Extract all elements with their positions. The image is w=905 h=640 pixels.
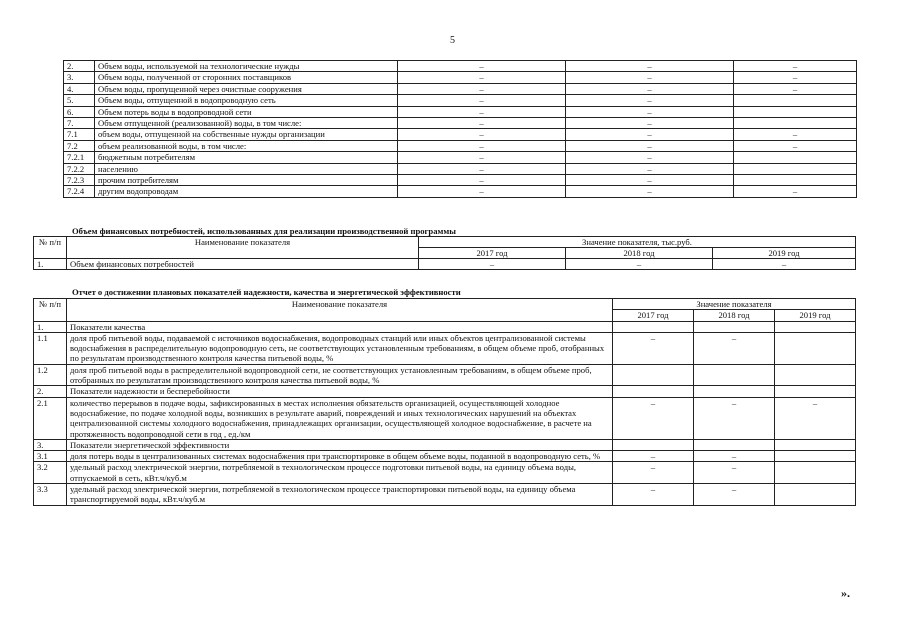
value-2018: – (566, 259, 713, 270)
column-header-year: 2018 год (566, 248, 713, 259)
value-2017: – (613, 397, 694, 439)
value-2019: – (734, 186, 857, 197)
value-2018: – (566, 106, 734, 117)
table-row (34, 397, 856, 439)
row-name: Объем отпущенной (реализованной) воды, в том числе: (95, 117, 398, 128)
value-2017: – (613, 332, 694, 364)
column-header-year: 2019 год (713, 248, 856, 259)
column-header-name: Наименование показателя (67, 237, 419, 259)
column-header-year: 2018 год (694, 310, 775, 321)
value-2019 (734, 174, 857, 185)
section-row (34, 439, 856, 450)
value-2017: – (398, 61, 566, 72)
value-2019 (734, 106, 857, 117)
row-number: 1.1 (34, 332, 67, 364)
water-volume-table (63, 60, 857, 198)
value-2017: – (398, 152, 566, 163)
section-title: Показатели энергетической эффективности (67, 439, 613, 450)
row-number: 7.1 (64, 129, 95, 140)
value-2019 (775, 451, 856, 462)
value-2019: – (734, 72, 857, 83)
value-2018: – (566, 163, 734, 174)
value-2019: – (734, 83, 857, 94)
table-row (64, 152, 857, 163)
value-2019: – (734, 140, 857, 151)
value-2019: – (775, 397, 856, 439)
empty-cell (694, 321, 775, 332)
row-number: 5. (64, 95, 95, 106)
row-name: Объем потерь воды в водопроводной сети (95, 106, 398, 117)
row-name: удельный расход электрической энергии, потребляемой в технологическом процессе подготовки питьевой воды, на единицу объема воды, отпускаемой в сеть, кВт.ч/куб.м (67, 462, 613, 484)
value-2019 (775, 462, 856, 484)
row-number: 7.2.2 (64, 163, 95, 174)
table-row (34, 451, 856, 462)
column-header-year: 2019 год (775, 310, 856, 321)
empty-cell (775, 439, 856, 450)
empty-cell (694, 386, 775, 397)
table-row (64, 129, 857, 140)
row-name: объем реализованной воды, в том числе: (95, 140, 398, 151)
table-row (34, 484, 856, 506)
financial-needs-table (33, 236, 856, 270)
value-2017: – (613, 484, 694, 506)
value-2017: – (398, 72, 566, 83)
section-title: Показатели качества (67, 321, 613, 332)
row-name: количество перерывов в подаче воды, зафиксированных в местах исполнения обязательств организацией, осуществляющей холодное водоснабжение, по подаче холодной воды, возникших в результате аварий, повреждений и иных технологических нарушений на объектах централизованной системы холодного водоснабжения, принадлежащих организации, осуществляющей холодное водоснабжение, в расчете на протяженность водопроводной сети в год , ед./км (67, 397, 613, 439)
row-name: доля проб питьевой воды в распределительной водопроводной сети, не соответствующих установленным требованиям, в общем объеме проб, отобранных по результатам производственного контроля качества питьевой воды, % (67, 364, 613, 386)
value-2018 (694, 364, 775, 386)
closing-quote-mark: ». (841, 586, 850, 600)
table-row (64, 140, 857, 151)
section-row (34, 321, 856, 332)
value-2017: – (398, 163, 566, 174)
row-number: 4. (64, 83, 95, 94)
value-2017: – (613, 462, 694, 484)
value-2017: – (398, 129, 566, 140)
row-number: 1. (34, 259, 67, 270)
column-header-number: № п/п (34, 299, 67, 322)
row-name: Объем воды, используемой на технологические нужды (95, 61, 398, 72)
row-name: бюджетным потребителям (95, 152, 398, 163)
table-row (64, 83, 857, 94)
row-number: 3. (64, 72, 95, 83)
empty-cell (775, 321, 856, 332)
column-header-name: Наименование показателя (67, 299, 613, 322)
value-2019 (775, 332, 856, 364)
empty-cell (694, 439, 775, 450)
empty-cell (613, 321, 694, 332)
value-2017: – (398, 83, 566, 94)
value-2018: – (566, 186, 734, 197)
value-2017: – (398, 106, 566, 117)
row-name: Объем воды, отпущенной в водопроводную сеть (95, 95, 398, 106)
table-row (34, 364, 856, 386)
row-name: Объем воды, пропущенной через очистные сооружения (95, 83, 398, 94)
table-row (34, 332, 856, 364)
row-name: доля проб питьевой воды, подаваемой с источников водоснабжения, водопроводных станций или иных объектов централизованной системы водоснабжения в распределительную водопроводную сеть, не соответствующих установленным требованиям, в общем объеме проб, отобранных по результатам производственного контроля качества питьевой воды, % (67, 332, 613, 364)
table-row (64, 106, 857, 117)
row-number: 2. (64, 61, 95, 72)
row-number: 3.1 (34, 451, 67, 462)
table-row (64, 117, 857, 128)
page-number: 5 (450, 35, 455, 46)
table-row (64, 95, 857, 106)
value-2019 (775, 364, 856, 386)
table-row (64, 72, 857, 83)
value-2017: – (398, 95, 566, 106)
row-number: 3.3 (34, 484, 67, 506)
value-2017: – (613, 451, 694, 462)
row-name: населению (95, 163, 398, 174)
column-header-value: Значение показателя, тыс.руб. (419, 237, 856, 248)
column-header-year: 2017 год (419, 248, 566, 259)
value-2018: – (694, 397, 775, 439)
value-2019 (734, 117, 857, 128)
table-row (64, 186, 857, 197)
column-header-number: № п/п (34, 237, 67, 259)
table-row (64, 174, 857, 185)
section-number: 3. (34, 439, 67, 450)
value-2019: – (734, 61, 857, 72)
table-row (64, 163, 857, 174)
row-number: 7.2 (64, 140, 95, 151)
value-2018: – (694, 332, 775, 364)
value-2018: – (566, 95, 734, 106)
financial-needs-caption: Объем финансовых потребностей, использованных для реализации производственной программы (72, 226, 456, 236)
column-header-value: Значение показателя (613, 299, 856, 310)
row-name: прочим потребителям (95, 174, 398, 185)
row-name: объем воды, отпущенной на собственные нужды организации (95, 129, 398, 140)
row-number: 2.1 (34, 397, 67, 439)
empty-cell (613, 386, 694, 397)
table-row (64, 61, 857, 72)
value-2018: – (566, 61, 734, 72)
row-name: Объем финансовых потребностей (67, 259, 419, 270)
row-number: 7. (64, 117, 95, 128)
value-2018: – (694, 484, 775, 506)
value-2018: – (566, 83, 734, 94)
row-number: 6. (64, 106, 95, 117)
row-number: 3.2 (34, 462, 67, 484)
value-2017: – (398, 117, 566, 128)
indicators-report-caption: Отчет о достижении плановых показателей надежности, качества и энергетической эффективности (72, 287, 461, 297)
row-name: другим водопроводам (95, 186, 398, 197)
row-number: 1.2 (34, 364, 67, 386)
value-2018: – (566, 152, 734, 163)
value-2018: – (694, 451, 775, 462)
section-title: Показатели надежности и бесперебойности (67, 386, 613, 397)
value-2019 (734, 152, 857, 163)
value-2018: – (566, 129, 734, 140)
value-2019 (734, 95, 857, 106)
table-row (34, 462, 856, 484)
value-2019: – (734, 129, 857, 140)
empty-cell (613, 439, 694, 450)
value-2018: – (566, 140, 734, 151)
row-number: 7.2.4 (64, 186, 95, 197)
value-2017: – (398, 174, 566, 185)
row-name: доля потерь воды в централизованных системах водоснабжения при транспортировке в общем объеме воды, поданной в водопроводную сеть, % (67, 451, 613, 462)
value-2018: – (566, 174, 734, 185)
row-name: удельный расход электрической энергии, потребляемой в технологическом процессе транспортировки питьевой воды, на единицу объема транспортируемой воды, кВт.ч/куб.м (67, 484, 613, 506)
section-row (34, 386, 856, 397)
section-number: 2. (34, 386, 67, 397)
row-number: 7.2.1 (64, 152, 95, 163)
value-2019: – (713, 259, 856, 270)
value-2018: – (694, 462, 775, 484)
value-2017: – (419, 259, 566, 270)
table-row (34, 259, 856, 270)
indicators-report-table (33, 298, 856, 506)
value-2017 (613, 364, 694, 386)
value-2017: – (398, 140, 566, 151)
row-number: 7.2.3 (64, 174, 95, 185)
value-2017: – (398, 186, 566, 197)
value-2019 (734, 163, 857, 174)
empty-cell (775, 386, 856, 397)
section-number: 1. (34, 321, 67, 332)
column-header-year: 2017 год (613, 310, 694, 321)
value-2018: – (566, 72, 734, 83)
value-2018: – (566, 117, 734, 128)
value-2019 (775, 484, 856, 506)
row-name: Объем воды, полученной от сторонних поставщиков (95, 72, 398, 83)
